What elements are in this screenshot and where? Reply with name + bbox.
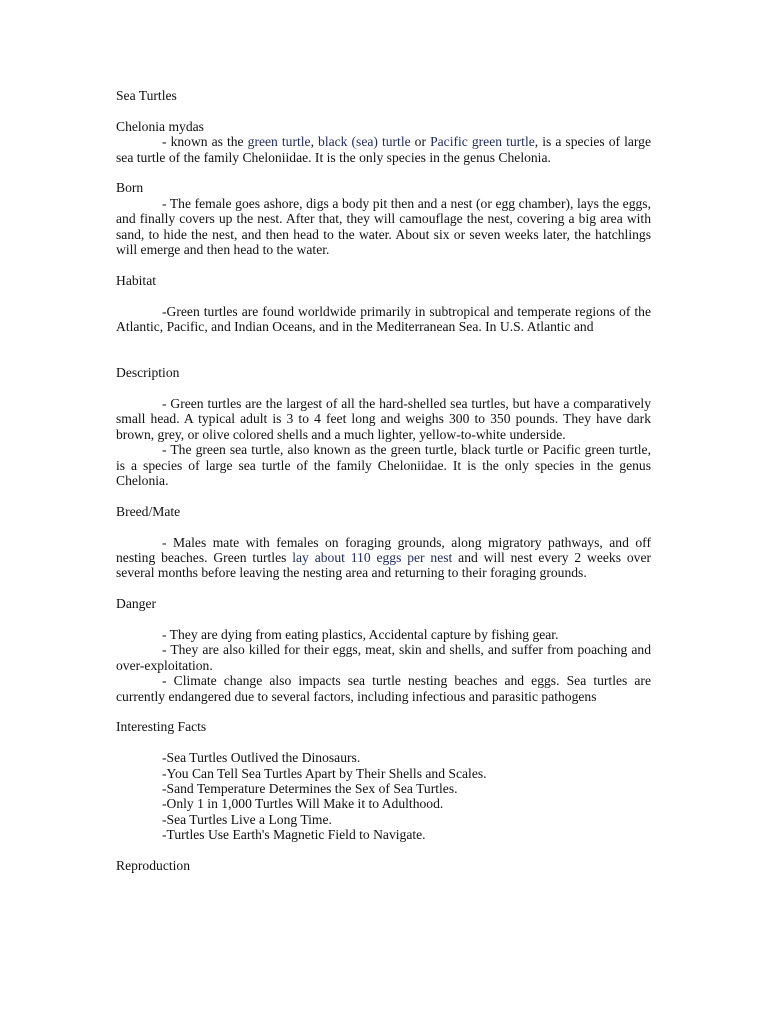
description-paragraph-1: - Green turtles are the largest of all the hard-shelled sea turtles, but have a comparatively small head. A typical adult is 3 to 4 feet long and weighs 300 to 350 pounds. They have dark brown, grey, or olive colored shells and a much lighter, yellow-to-white underside.: [116, 396, 651, 442]
eggs-per-nest-link[interactable]: lay about 110 eggs per nest: [292, 550, 453, 566]
separator-text: ,: [310, 134, 319, 150]
fact-item: -Sand Temperature Determines the Sex of Sea Turtles.: [162, 781, 458, 797]
danger-heading: Danger: [116, 596, 157, 612]
habitat-paragraph: -Green turtles are found worldwide primarily in subtropical and temperate regions of the Atlantic, Pacific, and Indian Oceans, and in the Mediterranean Sea. In U.S. Atlantic and: [116, 303, 651, 335]
document-body: [116, 88, 651, 874]
separator-text: or: [410, 134, 431, 150]
born-paragraph: - The female goes ashore, digs a body pit then and a nest (or egg chamber), lays the eggs, and finally covers up the nest. After that, they will camouflage the nest, covering a big area with sand, to hide the nest, and then head to the water. About six or seven weeks later, the hatchlings will emerge and then head to the water.: [116, 195, 651, 258]
description-heading: Description: [116, 365, 180, 381]
born-heading: Born: [116, 180, 144, 196]
fact-item: -Sea Turtles Outlived the Dinosaurs.: [162, 750, 361, 766]
pacific-green-turtle-link[interactable]: Pacific green turtle: [430, 134, 535, 150]
fact-item: -Only 1 in 1,000 Turtles Will Make it to Adulthood.: [162, 796, 444, 812]
facts-heading: Interesting Facts: [116, 719, 207, 735]
reproduction-heading: Reproduction: [116, 858, 190, 874]
black-sea-turtle-link[interactable]: black (sea) turtle: [318, 134, 411, 150]
page-title: Sea Turtles: [116, 88, 177, 103]
danger-item: - They are dying from eating plastics, Accidental capture by fishing gear.: [162, 627, 559, 643]
breed-heading: Breed/Mate: [116, 503, 181, 519]
breed-text-after: and will nest every 2 weeks over several months before leaving the nesting area and returning to their foraging grounds.: [116, 550, 652, 581]
habitat-heading: Habitat: [116, 272, 157, 288]
chelonia-lead: - known as the: [162, 134, 248, 150]
description-paragraph-2: - The green sea turtle, also known as the green turtle, black turtle or Pacific green turtle, is a species of large sea turtle of the family Cheloniidae. It is the only species in the genus Chelonia.: [116, 442, 651, 489]
chelonia-heading: Chelonia mydas: [116, 118, 204, 134]
fact-item: -Turtles Use Earth's Magnetic Field to Navigate.: [162, 827, 426, 843]
danger-item: - Climate change also impacts sea turtle nesting beaches and eggs. Sea turtles are currently endangered due to several factors, including infectious and parasitic pathogens: [116, 673, 651, 704]
fact-item: -You Can Tell Sea Turtles Apart by Their Shells and Scales.: [162, 765, 487, 781]
chelonia-rest: , is a species of large sea turtle of the family Cheloniidae. It is the only species in the genus Chelonia.: [116, 134, 651, 165]
breed-paragraph: [116, 535, 651, 581]
breed-text-before: - Males mate with females on foraging grounds, along migratory pathways, and off nesting beaches. Green turtles: [116, 534, 651, 566]
fact-item: -Sea Turtles Live a Long Time.: [162, 811, 332, 827]
green-turtle-link[interactable]: green turtle: [247, 134, 311, 150]
danger-item: - They are also killed for their eggs, meat, skin and shells, and suffer from poaching and over-exploitation.: [116, 642, 651, 673]
chelonia-paragraph: [116, 134, 651, 165]
